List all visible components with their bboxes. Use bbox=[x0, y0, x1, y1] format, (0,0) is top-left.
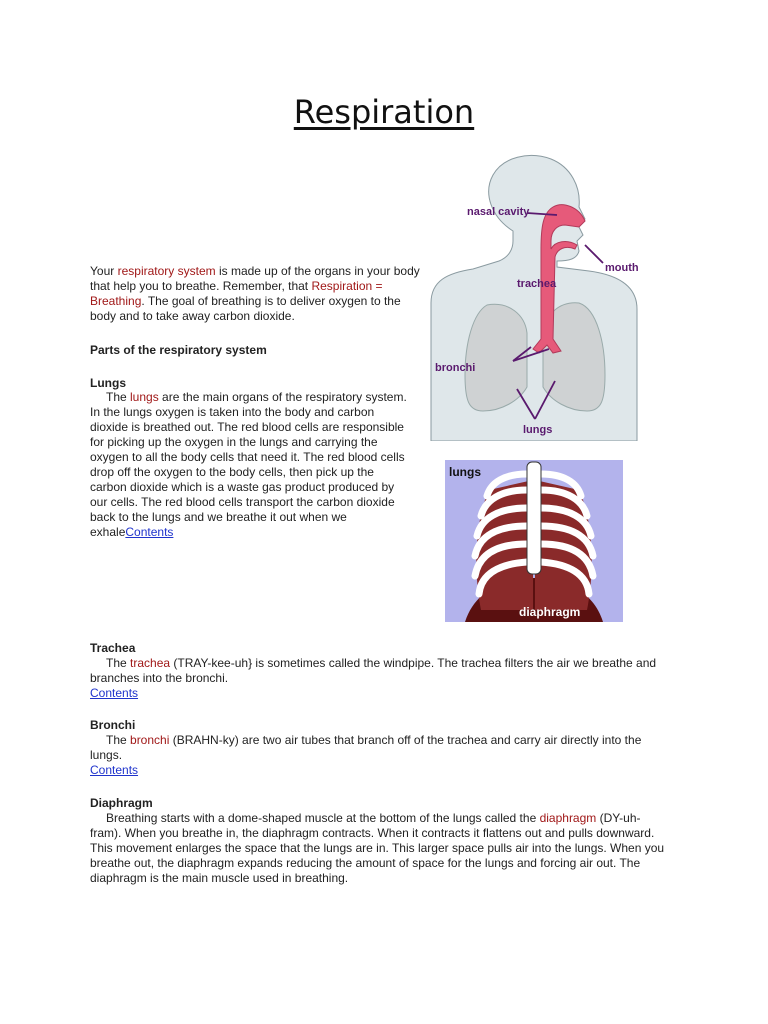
bronchi-label: bronchi bbox=[435, 362, 476, 374]
trachea-text: The bbox=[106, 656, 131, 670]
trachea-paragraph bbox=[90, 656, 670, 701]
diaphragm-text: Breathing starts with a dome-shaped muscle at the bottom of the lungs called the bbox=[106, 811, 540, 825]
trachea-label: trachea bbox=[517, 278, 557, 290]
trachea-heading: Trachea bbox=[90, 641, 136, 655]
trachea-text: (TRAY-kee-uh} is sometimes called the windpipe. The trachea filters the air we breathe and branches into the bronchi. bbox=[90, 656, 657, 685]
body-silhouette bbox=[431, 156, 637, 441]
contents-link[interactable]: Contents bbox=[125, 525, 174, 539]
term-respiration-breathing: Respiration = Breathing bbox=[90, 279, 383, 308]
bronchi-paragraph bbox=[90, 733, 670, 778]
intro-paragraph bbox=[90, 264, 420, 324]
intro-text: . The goal of breathing is to deliver oxygen to the body and to take away carbon dioxide. bbox=[90, 294, 401, 323]
bronchi-text: (BRAHN-ky) are two air tubes that branch off of the trachea and carry air directly into the lungs. bbox=[90, 733, 642, 762]
contents-link[interactable]: Contents bbox=[90, 763, 139, 777]
diaphragm-heading: Diaphragm bbox=[90, 796, 153, 810]
term-lungs: lungs bbox=[130, 390, 159, 404]
page-title: Respiration bbox=[293, 93, 475, 131]
lungs-text: are the main organs of the respiratory system. In the lungs oxygen is taken into the body and carbon dioxide is breathed out. The red blood cells are responsible for picking up the oxygen in the lungs and carrying the oxygen to all the body cells that need it. The red blood cells drop off the oxygen to the body cells, then pick up the carbon dioxide which is a waste gas product produced by our cells. The red blood cells transport the carbon dioxide back to the lungs and we breathe it out when we exhale bbox=[90, 390, 407, 539]
diaphragm-caption: diaphragm bbox=[519, 605, 581, 619]
lungs-heading: Lungs bbox=[90, 376, 126, 390]
parts-heading: Parts of the respiratory system bbox=[90, 343, 267, 357]
term-bronchi: bronchi bbox=[130, 733, 170, 747]
mouth-label: mouth bbox=[605, 262, 639, 274]
lungs-paragraph bbox=[90, 390, 408, 540]
respiratory-system-diagram bbox=[429, 153, 639, 441]
bronchi-text: The bbox=[106, 733, 131, 747]
sternum bbox=[527, 462, 541, 574]
lungs-label: lungs bbox=[523, 424, 553, 436]
diaphragm-text: (DY-uh-fram). When you breathe in, the diaphragm contracts. When it contracts it flattens out and pulls downward. This movement enlarges the space that the lungs are in. This larger space pulls air into the lungs. When you breathe out, the diaphragm expands reducing the amount of space for the lungs and forcing air out. The diaphragm is the main muscle used in breathing. bbox=[90, 811, 665, 885]
term-diaphragm: diaphragm bbox=[539, 811, 597, 825]
rib-cage-diagram bbox=[445, 460, 623, 622]
diaphragm-paragraph bbox=[90, 811, 670, 886]
contents-link[interactable]: Contents bbox=[90, 686, 139, 700]
term-trachea: trachea bbox=[130, 656, 171, 670]
bronchi-heading: Bronchi bbox=[90, 718, 136, 732]
intro-text: Your bbox=[90, 264, 118, 278]
term-respiratory-system: respiratory system bbox=[117, 264, 216, 278]
intro-text: is made up of the organs in your body that help you to breathe. Remember, that bbox=[90, 264, 420, 293]
lungs-text: The bbox=[106, 390, 131, 404]
nasal-cavity-label: nasal cavity bbox=[467, 206, 530, 218]
lungs-caption: lungs bbox=[449, 465, 481, 479]
